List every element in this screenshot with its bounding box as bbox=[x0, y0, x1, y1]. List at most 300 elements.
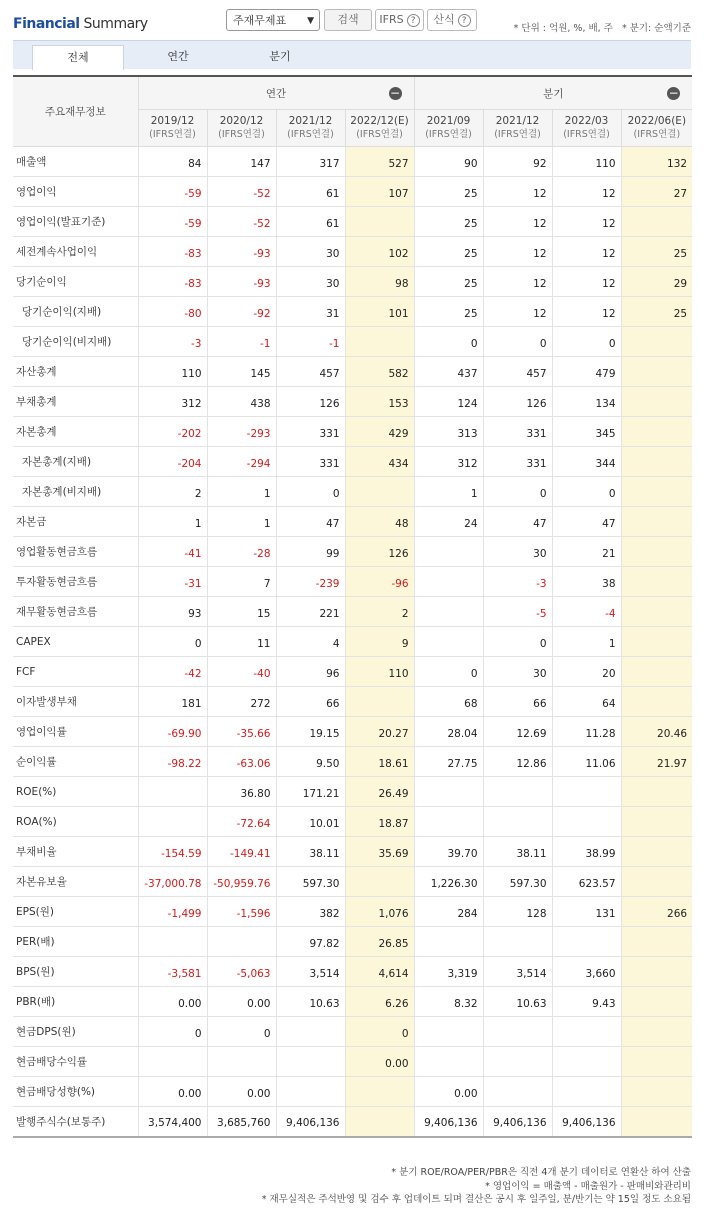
row-label: 자본총계(지배) bbox=[13, 447, 138, 477]
table-cell: 12 bbox=[552, 297, 621, 327]
table-cell: 0 bbox=[207, 1017, 276, 1047]
table-cell bbox=[207, 1047, 276, 1077]
ifrs-help-button[interactable]: IFRS ? bbox=[375, 9, 424, 31]
table-cell: 30 bbox=[483, 657, 552, 687]
table-cell: 9.50 bbox=[276, 747, 345, 777]
table-cell: 61 bbox=[276, 207, 345, 237]
row-label: 순이익률 bbox=[13, 747, 138, 777]
table-cell bbox=[621, 657, 692, 687]
table-cell: 12 bbox=[483, 207, 552, 237]
table-row bbox=[13, 1017, 692, 1047]
table-cell: 11.28 bbox=[552, 717, 621, 747]
row-label: 영업이익(발표기준) bbox=[13, 207, 138, 237]
row-label: 자본유보율 bbox=[13, 867, 138, 897]
table-row bbox=[13, 747, 692, 777]
table-cell: -80 bbox=[138, 297, 207, 327]
table-cell: 9 bbox=[345, 627, 414, 657]
table-cell: 0 bbox=[552, 327, 621, 357]
table-cell bbox=[621, 957, 692, 987]
table-cell: 0 bbox=[345, 1017, 414, 1047]
table-cell: 344 bbox=[552, 447, 621, 477]
table-cell: 9.43 bbox=[552, 987, 621, 1017]
period-header: 2021/12 (IFRS연결) bbox=[276, 110, 345, 147]
row-label: FCF bbox=[13, 657, 138, 687]
table-cell: -59 bbox=[138, 177, 207, 207]
table-cell bbox=[138, 1047, 207, 1077]
table-cell: 7 bbox=[207, 567, 276, 597]
table-cell: 29 bbox=[621, 267, 692, 297]
chevron-down-icon: ▼ bbox=[307, 16, 314, 26]
row-label: 당기순이익(지배) bbox=[13, 297, 138, 327]
table-cell: -1,499 bbox=[138, 897, 207, 927]
table-cell: 132 bbox=[621, 147, 692, 177]
table-cell: 0.00 bbox=[345, 1047, 414, 1077]
group-quarter-header: 분기 − bbox=[414, 76, 692, 110]
table-cell bbox=[621, 477, 692, 507]
table-cell bbox=[621, 537, 692, 567]
table-row bbox=[13, 867, 692, 897]
table-cell: 61 bbox=[276, 177, 345, 207]
table-cell: -83 bbox=[138, 237, 207, 267]
row-label: 영업이익 bbox=[13, 177, 138, 207]
table-row bbox=[13, 627, 692, 657]
table-cell: 272 bbox=[207, 687, 276, 717]
table-cell: 36.80 bbox=[207, 777, 276, 807]
table-cell: 20.27 bbox=[345, 717, 414, 747]
table-cell bbox=[483, 807, 552, 837]
statement-select[interactable]: 주재무제표 ▼ bbox=[226, 9, 320, 31]
table-cell: 19.15 bbox=[276, 717, 345, 747]
table-cell bbox=[138, 927, 207, 957]
table-cell bbox=[414, 567, 483, 597]
table-cell bbox=[621, 687, 692, 717]
row-label: 자본총계(비지배) bbox=[13, 477, 138, 507]
table-cell: -3 bbox=[483, 567, 552, 597]
table-cell: 64 bbox=[552, 687, 621, 717]
table-cell: 597.30 bbox=[276, 867, 345, 897]
table-cell: -83 bbox=[138, 267, 207, 297]
period-header: 2019/12 (IFRS연결) bbox=[138, 110, 207, 147]
table-cell bbox=[345, 1107, 414, 1137]
table-cell: 102 bbox=[345, 237, 414, 267]
table-cell: 28.04 bbox=[414, 717, 483, 747]
table-cell: 345 bbox=[552, 417, 621, 447]
table-row bbox=[13, 927, 692, 957]
table-cell: 107 bbox=[345, 177, 414, 207]
table-cell: 38.99 bbox=[552, 837, 621, 867]
table-cell: 66 bbox=[483, 687, 552, 717]
footnotes bbox=[262, 1166, 691, 1207]
question-icon: ? bbox=[458, 14, 471, 27]
table-cell: -28 bbox=[207, 537, 276, 567]
table-cell: 181 bbox=[138, 687, 207, 717]
table-cell: -96 bbox=[345, 567, 414, 597]
table-cell: 1 bbox=[414, 477, 483, 507]
table-cell: 30 bbox=[276, 237, 345, 267]
table-row bbox=[13, 417, 692, 447]
table-cell: -1,596 bbox=[207, 897, 276, 927]
table-cell: 171.21 bbox=[276, 777, 345, 807]
table-cell: -98.22 bbox=[138, 747, 207, 777]
table-cell: -294 bbox=[207, 447, 276, 477]
row-label: 현금DPS(원) bbox=[13, 1017, 138, 1047]
table-cell bbox=[621, 807, 692, 837]
table-cell bbox=[345, 867, 414, 897]
table-cell: 27.75 bbox=[414, 747, 483, 777]
question-icon: ? bbox=[407, 14, 420, 27]
table-cell: 3,685,760 bbox=[207, 1107, 276, 1137]
table-cell bbox=[414, 627, 483, 657]
table-cell: 47 bbox=[552, 507, 621, 537]
table-cell: -50,959.76 bbox=[207, 867, 276, 897]
table-cell: -204 bbox=[138, 447, 207, 477]
table-cell: 20.46 bbox=[621, 717, 692, 747]
table-cell bbox=[414, 807, 483, 837]
table-row bbox=[13, 687, 692, 717]
table-row bbox=[13, 327, 692, 357]
table-cell: 26.49 bbox=[345, 777, 414, 807]
row-label: 투자활동현금흐름 bbox=[13, 567, 138, 597]
table-cell bbox=[621, 987, 692, 1017]
table-cell: -5 bbox=[483, 597, 552, 627]
table-cell: 331 bbox=[276, 447, 345, 477]
table-cell: 147 bbox=[207, 147, 276, 177]
table-cell bbox=[621, 447, 692, 477]
table-cell: 3,574,400 bbox=[138, 1107, 207, 1137]
table-cell bbox=[552, 927, 621, 957]
table-cell: 0.00 bbox=[138, 1077, 207, 1107]
table-cell: 9,406,136 bbox=[414, 1107, 483, 1137]
table-cell: 25 bbox=[621, 237, 692, 267]
table-cell: 11.06 bbox=[552, 747, 621, 777]
table-cell: -63.06 bbox=[207, 747, 276, 777]
table-cell: 93 bbox=[138, 597, 207, 627]
table-cell: 331 bbox=[483, 417, 552, 447]
row-label: ROE(%) bbox=[13, 777, 138, 807]
table-cell: 98 bbox=[345, 267, 414, 297]
table-cell bbox=[552, 1047, 621, 1077]
table-cell: 92 bbox=[483, 147, 552, 177]
table-cell bbox=[552, 1077, 621, 1107]
table-cell: 1 bbox=[138, 507, 207, 537]
table-cell: 10.01 bbox=[276, 807, 345, 837]
table-cell: 8.32 bbox=[414, 987, 483, 1017]
table-cell: 434 bbox=[345, 447, 414, 477]
row-label: BPS(원) bbox=[13, 957, 138, 987]
table-cell: 221 bbox=[276, 597, 345, 627]
table-cell: -52 bbox=[207, 177, 276, 207]
table-cell: 331 bbox=[483, 447, 552, 477]
table-cell bbox=[414, 1047, 483, 1077]
period-header: 2022/12(E) (IFRS연결) bbox=[345, 110, 414, 147]
table-cell: 18.87 bbox=[345, 807, 414, 837]
table-cell: 457 bbox=[276, 357, 345, 387]
table-cell: -35.66 bbox=[207, 717, 276, 747]
row-label: 현금배당성향(%) bbox=[13, 1077, 138, 1107]
table-cell: 0 bbox=[483, 327, 552, 357]
financial-summary-table bbox=[13, 75, 692, 1138]
table-cell: 313 bbox=[414, 417, 483, 447]
table-cell: 25 bbox=[414, 267, 483, 297]
table-cell bbox=[552, 807, 621, 837]
table-row bbox=[13, 717, 692, 747]
table-cell: 11 bbox=[207, 627, 276, 657]
table-row bbox=[13, 357, 692, 387]
table-cell: 12.69 bbox=[483, 717, 552, 747]
table-cell: 0.00 bbox=[207, 1077, 276, 1107]
table-row bbox=[13, 777, 692, 807]
table-cell: 96 bbox=[276, 657, 345, 687]
table-cell: 39.70 bbox=[414, 837, 483, 867]
table-cell: -3,581 bbox=[138, 957, 207, 987]
row-label: PER(배) bbox=[13, 927, 138, 957]
table-cell: 47 bbox=[483, 507, 552, 537]
tab-quarter[interactable]: 분기 bbox=[269, 50, 291, 63]
row-label: 현금배당수익률 bbox=[13, 1047, 138, 1077]
table-cell: 12 bbox=[552, 267, 621, 297]
table-cell: 25 bbox=[414, 237, 483, 267]
table-cell: -41 bbox=[138, 537, 207, 567]
table-cell bbox=[621, 387, 692, 417]
row-label: 이자발생부채 bbox=[13, 687, 138, 717]
table-cell: 31 bbox=[276, 297, 345, 327]
table-cell bbox=[621, 1017, 692, 1047]
row-label: CAPEX bbox=[13, 627, 138, 657]
table-row bbox=[13, 207, 692, 237]
table-cell bbox=[345, 1077, 414, 1107]
table-cell: 35.69 bbox=[345, 837, 414, 867]
table-cell: -92 bbox=[207, 297, 276, 327]
table-cell bbox=[621, 207, 692, 237]
collapse-icon[interactable]: − bbox=[668, 86, 679, 100]
table-cell: -42 bbox=[138, 657, 207, 687]
search-button[interactable]: 검색 bbox=[324, 9, 372, 31]
table-cell: -93 bbox=[207, 267, 276, 297]
table-cell bbox=[552, 1017, 621, 1047]
table-cell: 128 bbox=[483, 897, 552, 927]
table-row bbox=[13, 297, 692, 327]
tab-all[interactable]: 전체 bbox=[32, 45, 124, 70]
table-cell bbox=[483, 1047, 552, 1077]
table-cell: -59 bbox=[138, 207, 207, 237]
table-cell bbox=[621, 927, 692, 957]
tab-annual[interactable]: 연간 bbox=[167, 50, 189, 63]
table-cell: 12 bbox=[552, 207, 621, 237]
table-cell: 2 bbox=[138, 477, 207, 507]
unit-notes: * 단위 : 억원, %, 배, 주 * 분기: 순액기준 bbox=[513, 23, 691, 34]
table-cell: 25 bbox=[621, 297, 692, 327]
table-cell: 66 bbox=[276, 687, 345, 717]
table-row bbox=[13, 447, 692, 477]
table-cell: 331 bbox=[276, 417, 345, 447]
table-cell: 110 bbox=[345, 657, 414, 687]
table-cell: -72.64 bbox=[207, 807, 276, 837]
row-label: 재무활동현금흐름 bbox=[13, 597, 138, 627]
table-cell: 0.00 bbox=[207, 987, 276, 1017]
table-cell: 126 bbox=[276, 387, 345, 417]
table-cell: -154.59 bbox=[138, 837, 207, 867]
table-cell: 110 bbox=[138, 357, 207, 387]
table-cell: 0.00 bbox=[414, 1077, 483, 1107]
table-cell: 284 bbox=[414, 897, 483, 927]
table-cell bbox=[414, 777, 483, 807]
row-label: 자산총계 bbox=[13, 357, 138, 387]
table-cell: 145 bbox=[207, 357, 276, 387]
table-cell: 10.63 bbox=[276, 987, 345, 1017]
table-cell bbox=[483, 777, 552, 807]
table-cell: 1,076 bbox=[345, 897, 414, 927]
table-cell bbox=[552, 777, 621, 807]
table-cell: -40 bbox=[207, 657, 276, 687]
table-cell: 3,514 bbox=[276, 957, 345, 987]
table-cell bbox=[621, 507, 692, 537]
table-cell: 101 bbox=[345, 297, 414, 327]
table-cell: 110 bbox=[552, 147, 621, 177]
table-cell: 438 bbox=[207, 387, 276, 417]
table-cell: 0 bbox=[414, 327, 483, 357]
table-row bbox=[13, 537, 692, 567]
table-cell bbox=[414, 1017, 483, 1047]
table-cell: 21 bbox=[552, 537, 621, 567]
table-cell: 38.11 bbox=[276, 837, 345, 867]
table-cell: 9,406,136 bbox=[552, 1107, 621, 1137]
table-cell: 597.30 bbox=[483, 867, 552, 897]
table-row bbox=[13, 1107, 692, 1137]
table-cell: 6.26 bbox=[345, 987, 414, 1017]
table-cell: -202 bbox=[138, 417, 207, 447]
footnote: * 재무실적은 주석반영 및 검수 후 업데이트 되며 결산은 공시 후 일주일, 분/반기는 약 15일 정도 소요됨 bbox=[261, 1194, 691, 1205]
table-cell: 1 bbox=[552, 627, 621, 657]
table-cell: 25 bbox=[414, 207, 483, 237]
table-cell: 1 bbox=[207, 507, 276, 537]
table-cell bbox=[621, 597, 692, 627]
table-cell: 317 bbox=[276, 147, 345, 177]
table-cell: 124 bbox=[414, 387, 483, 417]
table-row bbox=[13, 477, 692, 507]
table-cell: 68 bbox=[414, 687, 483, 717]
table-cell: 382 bbox=[276, 897, 345, 927]
table-cell bbox=[621, 777, 692, 807]
table-cell: 25 bbox=[414, 297, 483, 327]
row-label: 영업활동현금흐름 bbox=[13, 537, 138, 567]
table-row bbox=[13, 1077, 692, 1107]
table-cell: 2 bbox=[345, 597, 414, 627]
table-cell: 20 bbox=[552, 657, 621, 687]
table-cell: 10.63 bbox=[483, 987, 552, 1017]
table-row bbox=[13, 147, 692, 177]
table-cell: 18.61 bbox=[345, 747, 414, 777]
table-row bbox=[13, 507, 692, 537]
table-cell: 437 bbox=[414, 357, 483, 387]
table-row bbox=[13, 837, 692, 867]
table-cell bbox=[345, 327, 414, 357]
table-cell: -3 bbox=[138, 327, 207, 357]
table-cell: 12 bbox=[483, 177, 552, 207]
page-title: Financial Summary bbox=[13, 16, 148, 32]
collapse-icon[interactable]: − bbox=[390, 86, 401, 100]
table-cell bbox=[621, 1047, 692, 1077]
table-cell: 84 bbox=[138, 147, 207, 177]
table-row bbox=[13, 807, 692, 837]
table-cell: 99 bbox=[276, 537, 345, 567]
table-cell: 0 bbox=[552, 477, 621, 507]
table-cell: -1 bbox=[207, 327, 276, 357]
table-cell: 97.82 bbox=[276, 927, 345, 957]
row-label: 자본금 bbox=[13, 507, 138, 537]
table-cell: 0 bbox=[276, 477, 345, 507]
table-cell: -37,000.78 bbox=[138, 867, 207, 897]
table-cell bbox=[483, 1017, 552, 1047]
table-cell: 4 bbox=[276, 627, 345, 657]
table-cell bbox=[621, 627, 692, 657]
table-cell: 0 bbox=[414, 657, 483, 687]
table-cell: 582 bbox=[345, 357, 414, 387]
table-cell: 3,660 bbox=[552, 957, 621, 987]
table-cell bbox=[138, 807, 207, 837]
table-cell: 429 bbox=[345, 417, 414, 447]
table-cell bbox=[345, 687, 414, 717]
table-cell: -31 bbox=[138, 567, 207, 597]
table-cell: 26.85 bbox=[345, 927, 414, 957]
table-cell: 1 bbox=[207, 477, 276, 507]
period-header: 2021/12 (IFRS연결) bbox=[483, 110, 552, 147]
table-cell: 0.00 bbox=[138, 987, 207, 1017]
row-label: 당기순이익(비지배) bbox=[13, 327, 138, 357]
table-cell: -93 bbox=[207, 237, 276, 267]
formula-help-button[interactable]: 산식 ? bbox=[427, 9, 477, 31]
row-label: 자본총계 bbox=[13, 417, 138, 447]
period-header: 2020/12 (IFRS연결) bbox=[207, 110, 276, 147]
table-cell: 9,406,136 bbox=[276, 1107, 345, 1137]
table-cell bbox=[276, 1017, 345, 1047]
table-cell bbox=[621, 1107, 692, 1137]
table-cell: 47 bbox=[276, 507, 345, 537]
table-row bbox=[13, 657, 692, 687]
row-label: 부채비율 bbox=[13, 837, 138, 867]
table-cell: 1,226.30 bbox=[414, 867, 483, 897]
table-cell: -5,063 bbox=[207, 957, 276, 987]
row-label: ROA(%) bbox=[13, 807, 138, 837]
row-label: PBR(배) bbox=[13, 987, 138, 1017]
table-cell: 479 bbox=[552, 357, 621, 387]
table-row bbox=[13, 957, 692, 987]
table-cell bbox=[276, 1047, 345, 1077]
table-cell: 90 bbox=[414, 147, 483, 177]
table-cell bbox=[621, 567, 692, 597]
table-cell: 126 bbox=[483, 387, 552, 417]
row-label: 매출액 bbox=[13, 147, 138, 177]
table-cell: 0 bbox=[138, 1017, 207, 1047]
row-label: 당기순이익 bbox=[13, 267, 138, 297]
table-cell bbox=[414, 597, 483, 627]
table-cell bbox=[483, 1077, 552, 1107]
table-row bbox=[13, 267, 692, 297]
table-cell: 131 bbox=[552, 897, 621, 927]
table-cell: 266 bbox=[621, 897, 692, 927]
table-cell: 0 bbox=[138, 627, 207, 657]
table-cell bbox=[276, 1077, 345, 1107]
table-cell bbox=[207, 927, 276, 957]
table-cell: 38.11 bbox=[483, 837, 552, 867]
table-cell: 0 bbox=[483, 477, 552, 507]
label-header: 주요재무정보 bbox=[13, 76, 138, 147]
period-header: 2022/03 (IFRS연결) bbox=[552, 110, 621, 147]
table-cell: 12 bbox=[483, 297, 552, 327]
table-cell: 527 bbox=[345, 147, 414, 177]
table-cell: 153 bbox=[345, 387, 414, 417]
table-cell: 24 bbox=[414, 507, 483, 537]
header bbox=[0, 0, 703, 40]
